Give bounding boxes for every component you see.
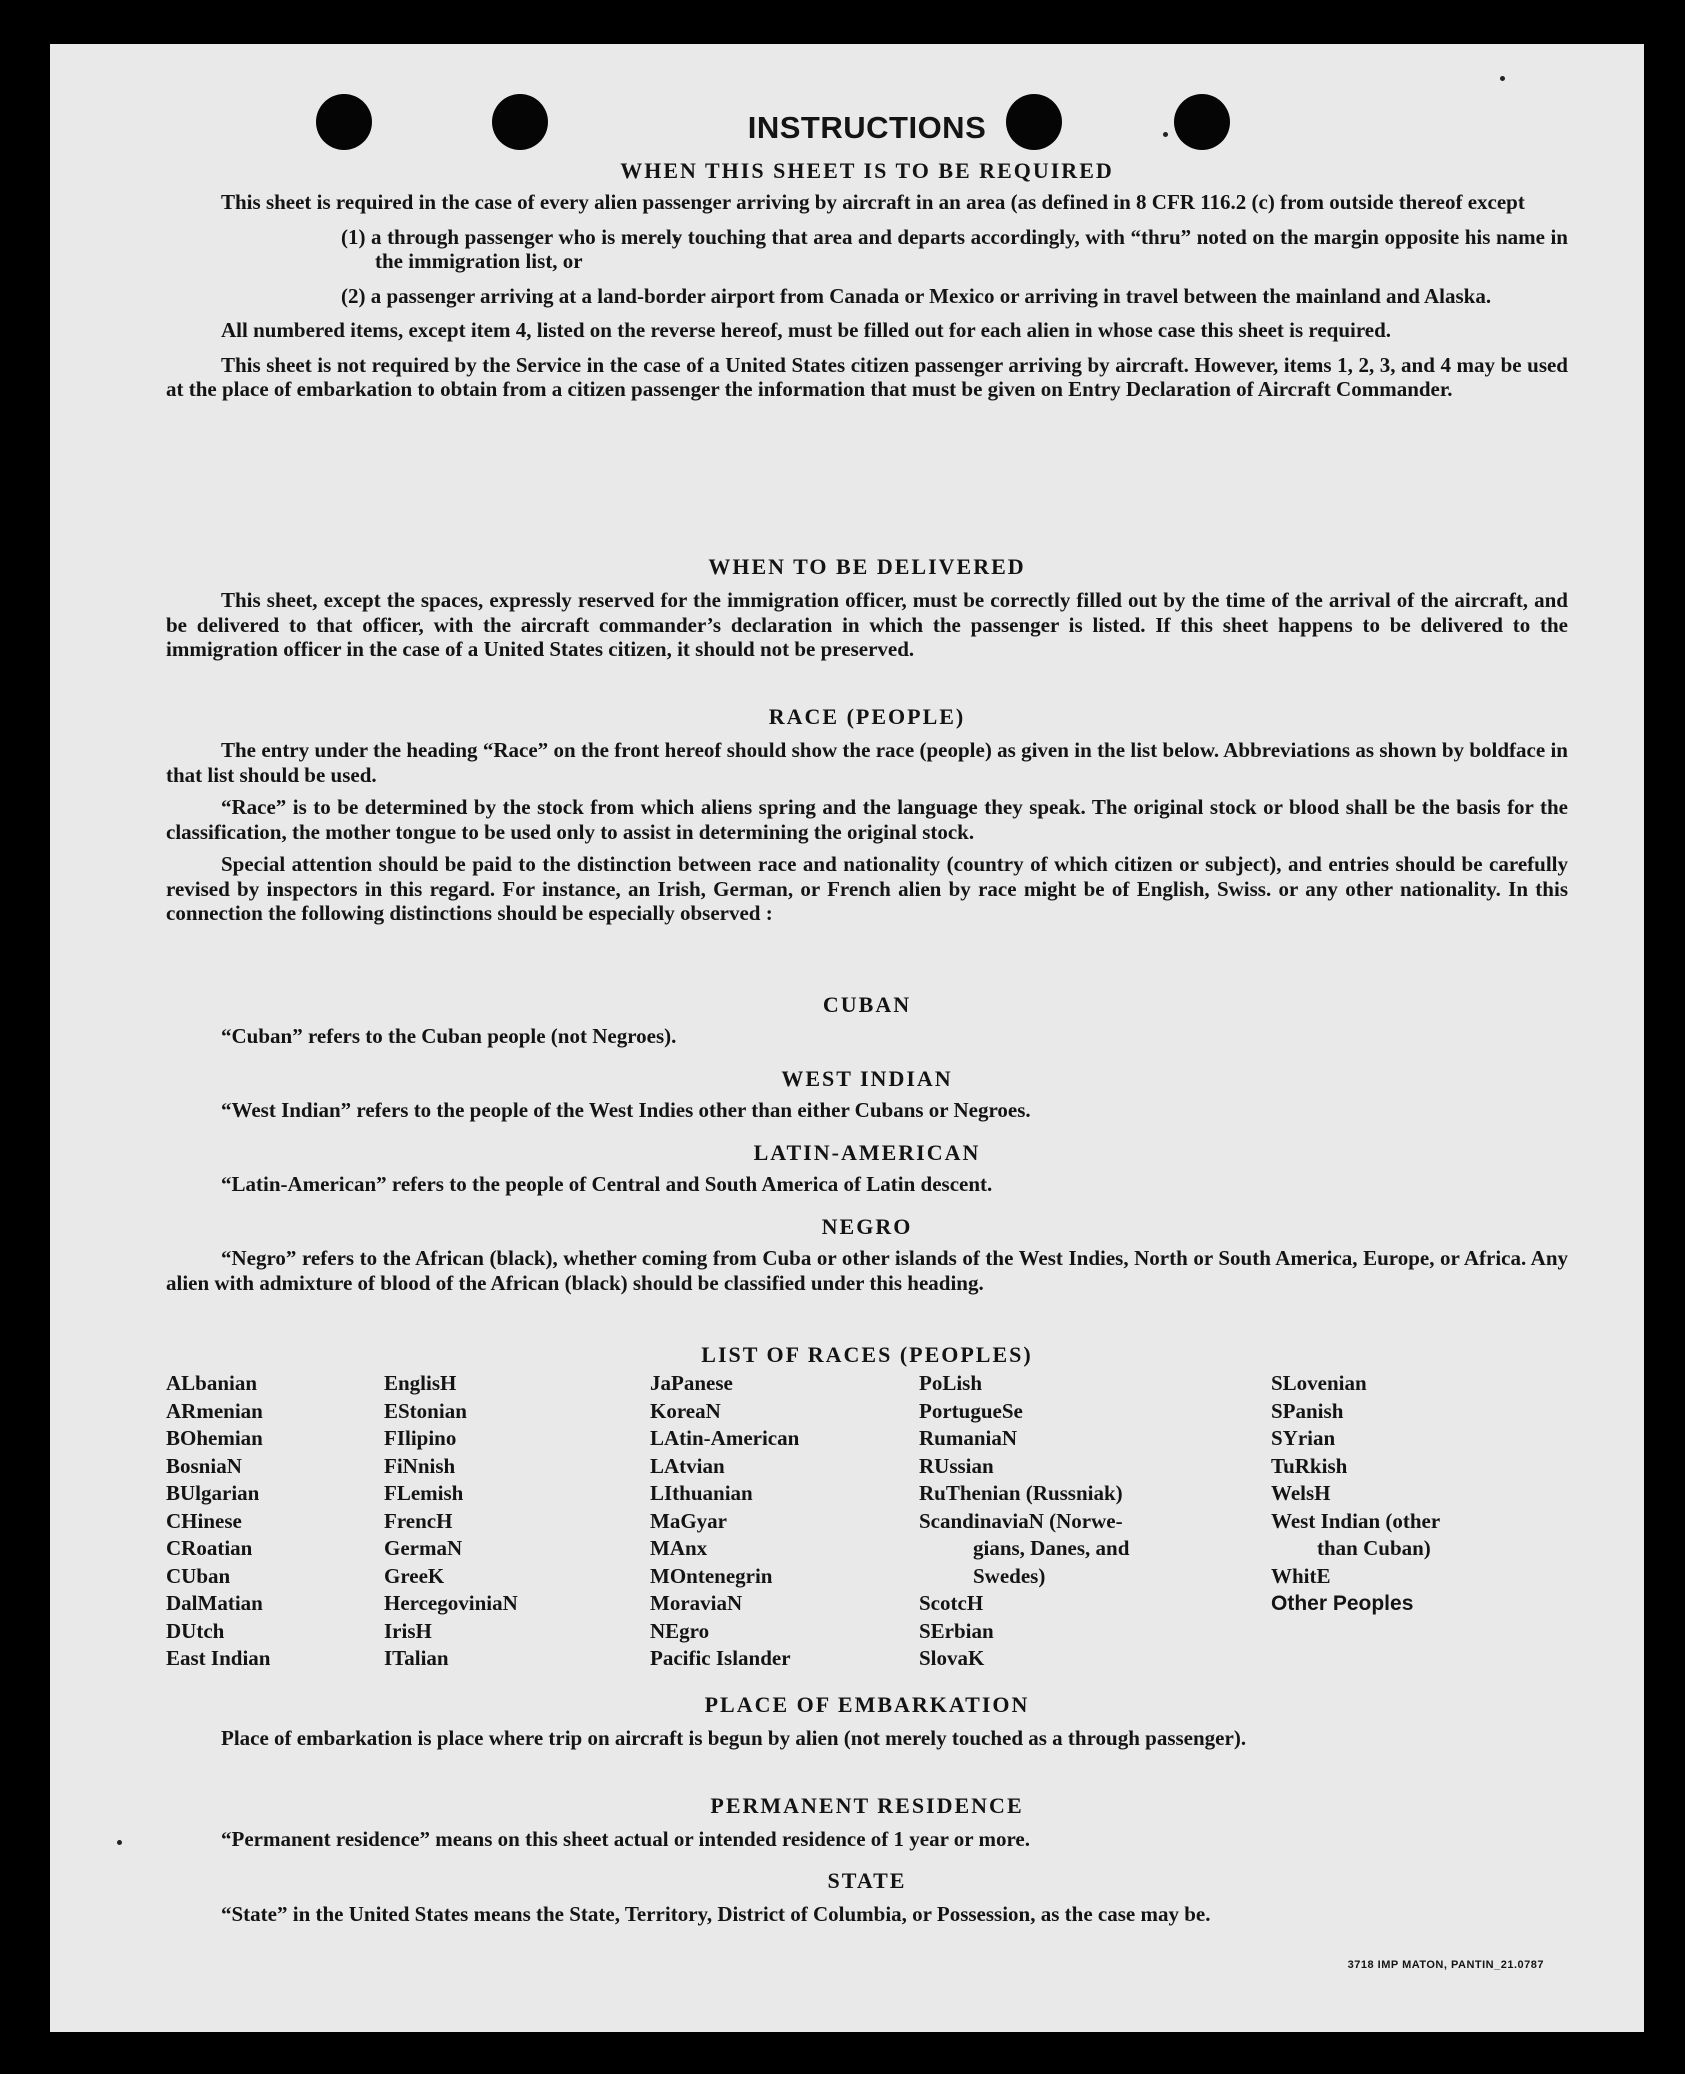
race-item: West Indian (other	[1271, 1508, 1441, 1533]
race-item: LAtin-American	[650, 1426, 800, 1450]
race-item: WelsH	[1271, 1481, 1331, 1505]
race-item: gians, Danes, and	[973, 1536, 1130, 1560]
paragraph: Special attention should be paid to the distinction between race and nationality (country of which citizen or subject), and entries should be carefully revised by inspectors in this regard. For instance, an Irish, German, or French alien by race might be of English, Swiss. or any other nationality. In this connection the following distinctions should be especially observed :	[166, 852, 1568, 925]
race-item: CRoatian	[166, 1536, 253, 1560]
section-when-delivered	[166, 552, 1568, 662]
race-item: ARmenian	[166, 1398, 263, 1423]
paragraph: “Cuban” refers to the Cuban people (not Negroes).	[221, 1024, 677, 1048]
race-item: FrencH	[384, 1508, 453, 1533]
race-item: Pacific Islander	[650, 1646, 791, 1670]
list-item: (2) a passenger arriving at a land-border airport from Canada or Mexico or arriving in travel between the mainland and Alaska.	[341, 283, 1492, 308]
race-item: CUban	[166, 1563, 231, 1588]
race-item: TuRkish	[1271, 1453, 1348, 1478]
race-item: MoraviaN	[650, 1591, 743, 1615]
section-heading: WEST INDIAN	[781, 1066, 953, 1091]
paragraph: The entry under the heading “Race” on the front hereof should show the race (people) as given in the list below. Abbreviations as shown by boldface in that list should be used.	[166, 738, 1568, 787]
race-item: IrisH	[384, 1618, 432, 1643]
section-race	[166, 702, 1568, 926]
race-item: WhitE	[1271, 1563, 1331, 1588]
paragraph: “West Indian” refers to the people of the West Indies other than either Cubans or Negroes.	[221, 1098, 1031, 1122]
speck	[1500, 76, 1505, 81]
race-item: LIthuanian	[650, 1481, 753, 1505]
races-column	[384, 1370, 518, 1673]
race-item: SErbian	[919, 1618, 994, 1643]
race-item: GreeK	[384, 1563, 445, 1588]
races-column	[166, 1370, 270, 1673]
section-embarkation	[166, 1690, 1568, 1751]
race-item: RuThenian (Russniak)	[919, 1481, 1123, 1505]
race-item: CHinese	[166, 1508, 242, 1533]
race-item: MAnx	[650, 1536, 708, 1560]
race-item: DalMatian	[166, 1591, 263, 1615]
paragraph: “Permanent residence” means on this sheet actual or intended residence of 1 year or more.	[221, 1827, 1030, 1851]
race-item: PortugueSe	[919, 1398, 1023, 1423]
section-heading: PLACE OF EMBARKATION	[704, 1692, 1030, 1717]
paragraph: This sheet is required in the case of every alien passenger arriving by aircraft in an area (as defined in 8 CFR 116.2 (c) from outside thereof except	[221, 190, 1525, 214]
race-item: BosniaN	[166, 1453, 242, 1478]
race-item: RumaniaN	[919, 1426, 1018, 1450]
section-cuban	[166, 990, 1568, 1049]
list-item: (1) a through passenger who is merely touching that area and departs accordingly, with “thru” noted on the margin opposite his name in the immigration list, or	[341, 224, 1568, 273]
race-item: NEgro	[650, 1618, 710, 1643]
races-column	[919, 1370, 1129, 1673]
section-heading: STATE	[827, 1868, 907, 1893]
paragraph: “Negro” refers to the African (black), whether coming from Cuba or other islands of the West Indies, North or South America, Europe, or Africa. Any alien with admixture of blood of the African (black) should be classified under this heading.	[166, 1246, 1568, 1295]
race-item: ITalian	[384, 1646, 449, 1670]
race-item: ScandinaviaN (Norwe-	[919, 1508, 1123, 1533]
race-item: FIlipino	[384, 1426, 457, 1450]
race-item: MaGyar	[650, 1508, 727, 1533]
race-item: FLemish	[384, 1481, 464, 1505]
race-item: BUlgarian	[166, 1481, 260, 1505]
section-heading: CUBAN	[822, 992, 912, 1017]
race-item: RUssian	[919, 1453, 994, 1478]
race-item: KoreaN	[650, 1398, 721, 1423]
paragraph: Place of embarkation is place where trip on aircraft is begun by alien (not merely touched as a through passenger).	[221, 1726, 1247, 1750]
section-list-of-races	[166, 1340, 1568, 1670]
race-item: FiNnish	[384, 1453, 456, 1478]
paragraph: “State” in the United States means the State, Territory, District of Columbia, or Possession, as the case may be.	[221, 1902, 1211, 1926]
section-heading: NEGRO	[821, 1214, 913, 1239]
section-state	[166, 1866, 1568, 1927]
printer-imprint: 3718 IMP MATON, PANTIN_21.0787	[1347, 1959, 1544, 1971]
race-item: JaPanese	[650, 1371, 733, 1395]
paragraph: All numbered items, except item 4, listed on the reverse hereof, must be filled out for each alien in whose case this sheet is required.	[221, 318, 1392, 342]
race-item: DUtch	[166, 1618, 225, 1643]
section-heading: LIST OF RACES (PEOPLES)	[701, 1342, 1033, 1367]
race-item: SLovenian	[1271, 1371, 1367, 1395]
race-item: ALbanian	[166, 1371, 258, 1395]
page-title: INSTRUCTIONS	[747, 110, 987, 145]
race-item: PoLish	[919, 1371, 983, 1395]
paragraph: “Latin-American” refers to the people of Central and South America of Latin descent.	[221, 1172, 993, 1196]
race-item: MOntenegrin	[650, 1563, 773, 1588]
speck	[117, 1840, 122, 1845]
race-item: East Indian	[166, 1646, 271, 1670]
race-item: GermaN	[384, 1536, 463, 1560]
section-west-indian	[166, 1064, 1568, 1123]
races-column	[1271, 1370, 1440, 1618]
section-when-required	[166, 156, 1568, 402]
race-item: than Cuban)	[1317, 1536, 1431, 1560]
paragraph: This sheet is not required by the Service in the case of a United States citizen passenger arriving by aircraft. However, items 1, 2, 3, and 4 may be used at the place of embarkation to obtain from a citizen passenger the information that must be given on Entry Declaration of Aircraft Commander.	[166, 352, 1568, 401]
section-heading: WHEN TO BE DELIVERED	[708, 554, 1026, 579]
race-item sans: Other Peoples	[1271, 1592, 1414, 1615]
race-item: LAtvian	[650, 1453, 725, 1478]
section-permanent-residence	[166, 1791, 1568, 1852]
section-negro	[166, 1212, 1568, 1295]
race-item: SlovaK	[919, 1646, 985, 1670]
race-item: ScotcH	[919, 1591, 984, 1615]
race-item: SYrian	[1271, 1426, 1336, 1450]
race-item: HercegoviniaN	[384, 1591, 518, 1615]
race-item: BOhemian	[166, 1426, 263, 1450]
document-sheet	[50, 44, 1644, 2032]
section-heading: RACE (PEOPLE)	[768, 704, 966, 729]
races-column	[650, 1370, 799, 1673]
race-item: SPanish	[1271, 1398, 1344, 1423]
race-item: EStonian	[384, 1398, 467, 1423]
section-latin-american	[166, 1138, 1568, 1197]
paragraph: This sheet, except the spaces, expressly reserved for the immigration officer, must be correctly filled out by the time of the arrival of the aircraft, and be delivered to that officer, with the aircraft commander’s declaration in which the passenger is listed. If this sheet happens to be delivered to the immigration officer in the case of a United States citizen, it should not be preserved.	[166, 588, 1568, 661]
section-heading: LATIN-AMERICAN	[753, 1140, 981, 1165]
section-heading: PERMANENT RESIDENCE	[710, 1793, 1024, 1818]
section-heading: WHEN THIS SHEET IS TO BE REQUIRED	[620, 158, 1114, 183]
race-item: Swedes)	[973, 1563, 1046, 1588]
race-item: EnglisH	[384, 1371, 457, 1395]
paragraph: “Race” is to be determined by the stock from which aliens spring and the language they speak. The original stock or blood shall be the basis for the classification, the mother tongue to be used only to assist in determining the original stock.	[166, 795, 1568, 844]
